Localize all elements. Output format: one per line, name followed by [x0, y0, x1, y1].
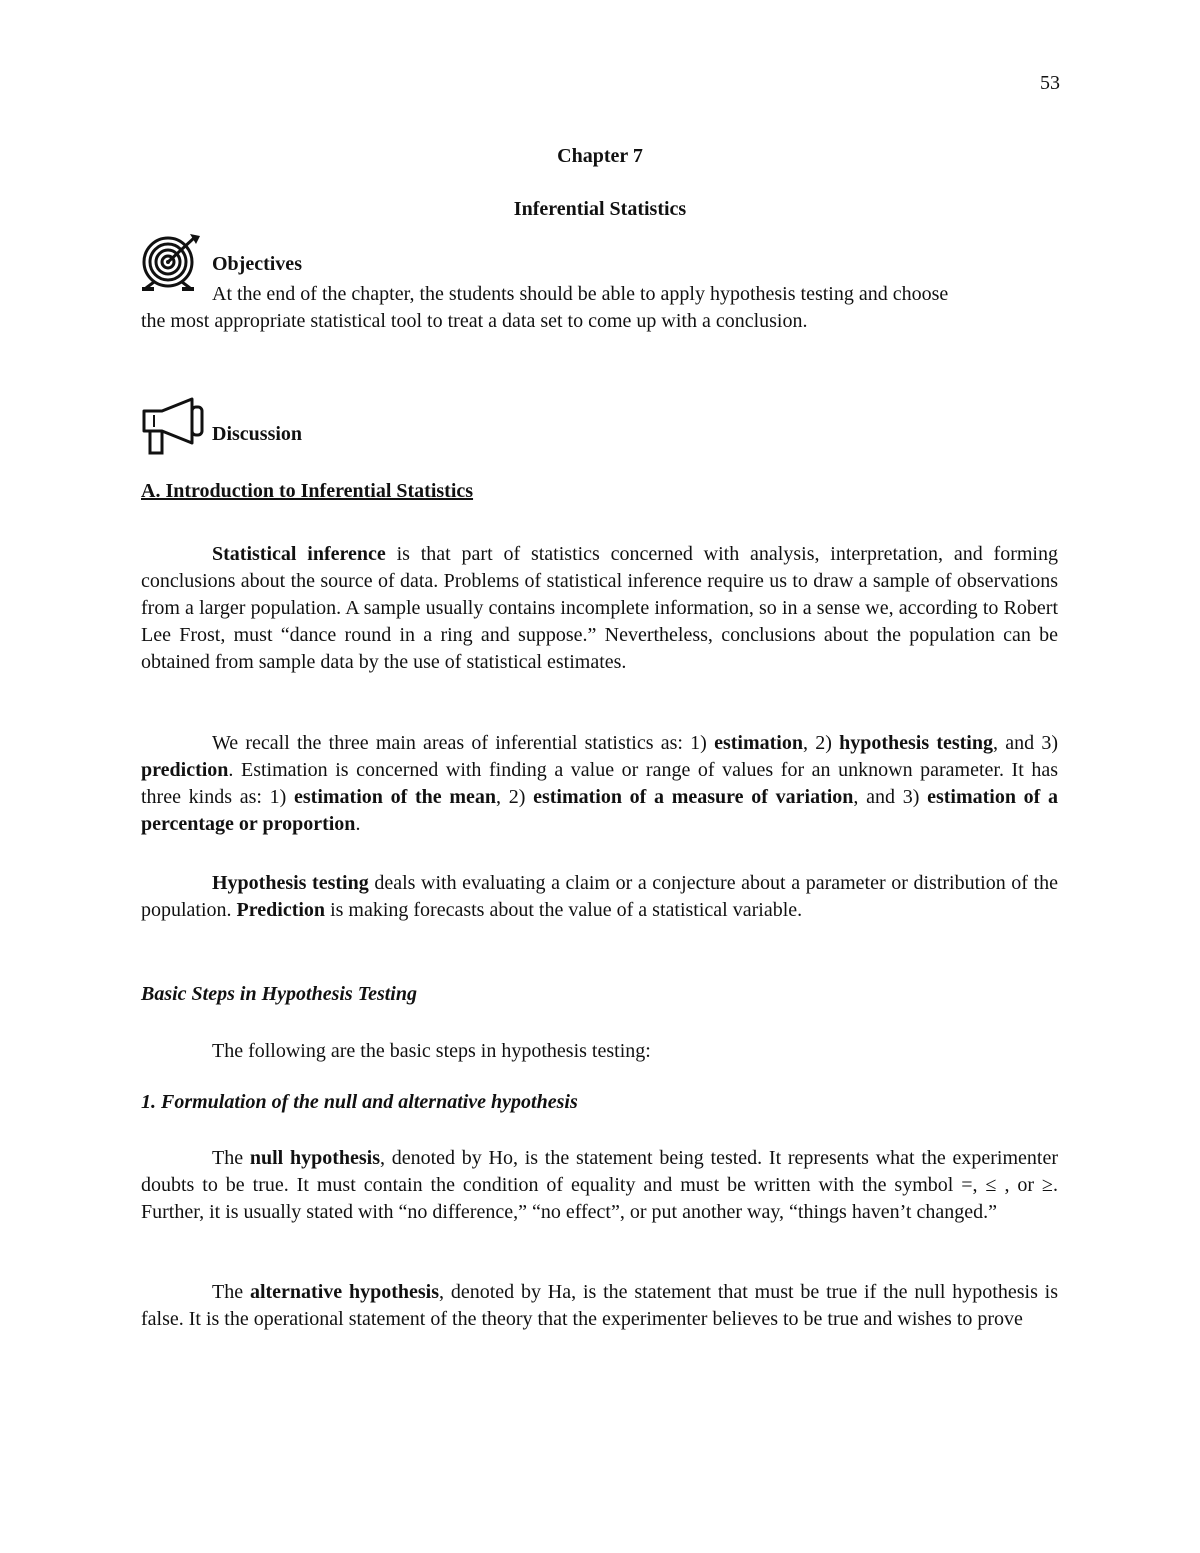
paragraph-text: , denoted by Ho, is the statement being tested. It represents what the experimenter doubts to be true. It must contain the condition of equality and must be written with the symbol =, ≤ , or ≥. Further, it is usually stated with “no difference,” “no effect”, or put another way, “things haven’t changed.” — [141, 1147, 1059, 1223]
paragraph-text: is that part of statistics concerned with analysis, interpretation, and forming conclusions about the source of data. Problems of statistical inference require us to draw a sample of observations from a larger population. A sample usually contains incomplete information, so in a sense we, according to Robert Lee Frost, must “dance round in a ring and suppose.” Nevertheless, conclusions about the population can be obtained from sample data by the use of statistical estimates. — [141, 543, 1058, 673]
paragraph-text: is making forecasts about the value of a statistical variable. — [325, 899, 803, 921]
term-alternative-hypothesis: alternative hypothesis — [249, 1281, 439, 1303]
term-null-hypothesis: null hypothesis — [249, 1147, 380, 1169]
objectives-heading: Objectives — [212, 253, 302, 275]
objectives-line-2: the most appropriate statistical tool to treat a data set to come up with a conclusion. — [141, 310, 808, 332]
term-hypothesis-testing: Hypothesis testing — [212, 872, 369, 894]
paragraph-text: . Estimation is concerned with finding a value or range of values for an unknown parameter. It has three kinds as: 1) — [141, 759, 1058, 808]
step-1-heading: 1. Formulation of the null and alternative hypothesis — [141, 1091, 578, 1113]
basic-steps-heading: Basic Steps in Hypothesis Testing — [141, 983, 417, 1005]
term-estimation-of-proportion: estimation of a percentage or proportion — [141, 786, 1059, 835]
section-heading-a: A. Introduction to Inferential Statistics — [141, 480, 474, 502]
chapter-subtitle: Inferential Statistics — [513, 198, 687, 220]
term-estimation-of-variation: estimation of a measure of variation — [533, 786, 854, 808]
paragraph-text: deals with evaluating a claim or a conjecture about a parameter or distribution of the population. — [141, 872, 1059, 921]
term-estimation-of-mean: estimation of the mean — [294, 786, 496, 808]
term-estimation: estimation — [714, 732, 803, 754]
term-statistical-inference: Statistical inference — [212, 543, 386, 565]
objectives-line-1: At the end of the chapter, the students should be able to apply hypothesis testing and choose — [212, 283, 949, 305]
paragraph-alternative-hypothesis — [141, 1279, 1058, 1333]
paragraph-statistical-inference — [141, 541, 1058, 676]
paragraph-text: , 2) — [496, 786, 534, 808]
megaphone-icon — [140, 397, 208, 455]
discussion-heading: Discussion — [212, 423, 303, 445]
term-hypothesis-testing: hypothesis testing — [839, 732, 993, 754]
paragraph-text: The — [212, 1147, 250, 1169]
term-prediction: Prediction — [236, 899, 326, 921]
term-prediction: prediction — [141, 759, 229, 781]
paragraph-text: The — [212, 1281, 250, 1303]
chapter-title: Chapter 7 — [557, 145, 643, 167]
paragraph-hypothesis-prediction — [141, 870, 1058, 924]
page-number: 53 — [1040, 72, 1060, 94]
paragraph-text: , and 3) — [993, 732, 1058, 754]
paragraph-text: We recall the three main areas of inferential statistics as: 1) — [212, 732, 715, 754]
objectives-text — [141, 281, 1058, 335]
paragraph-text: , denoted by Ha, is the statement that must be true if the null hypothesis is false. It is the operational statement of the theory that the experimenter believes to be true and wishes to prove — [141, 1281, 1059, 1330]
paragraph-text: , and 3) — [853, 786, 928, 808]
paragraph-text: , 2) — [802, 732, 840, 754]
paragraph-null-hypothesis — [141, 1145, 1058, 1226]
paragraph-text: . — [355, 813, 361, 835]
paragraph-steps-intro: The following are the basic steps in hypothesis testing: — [212, 1040, 651, 1062]
paragraph-main-areas — [141, 730, 1058, 838]
